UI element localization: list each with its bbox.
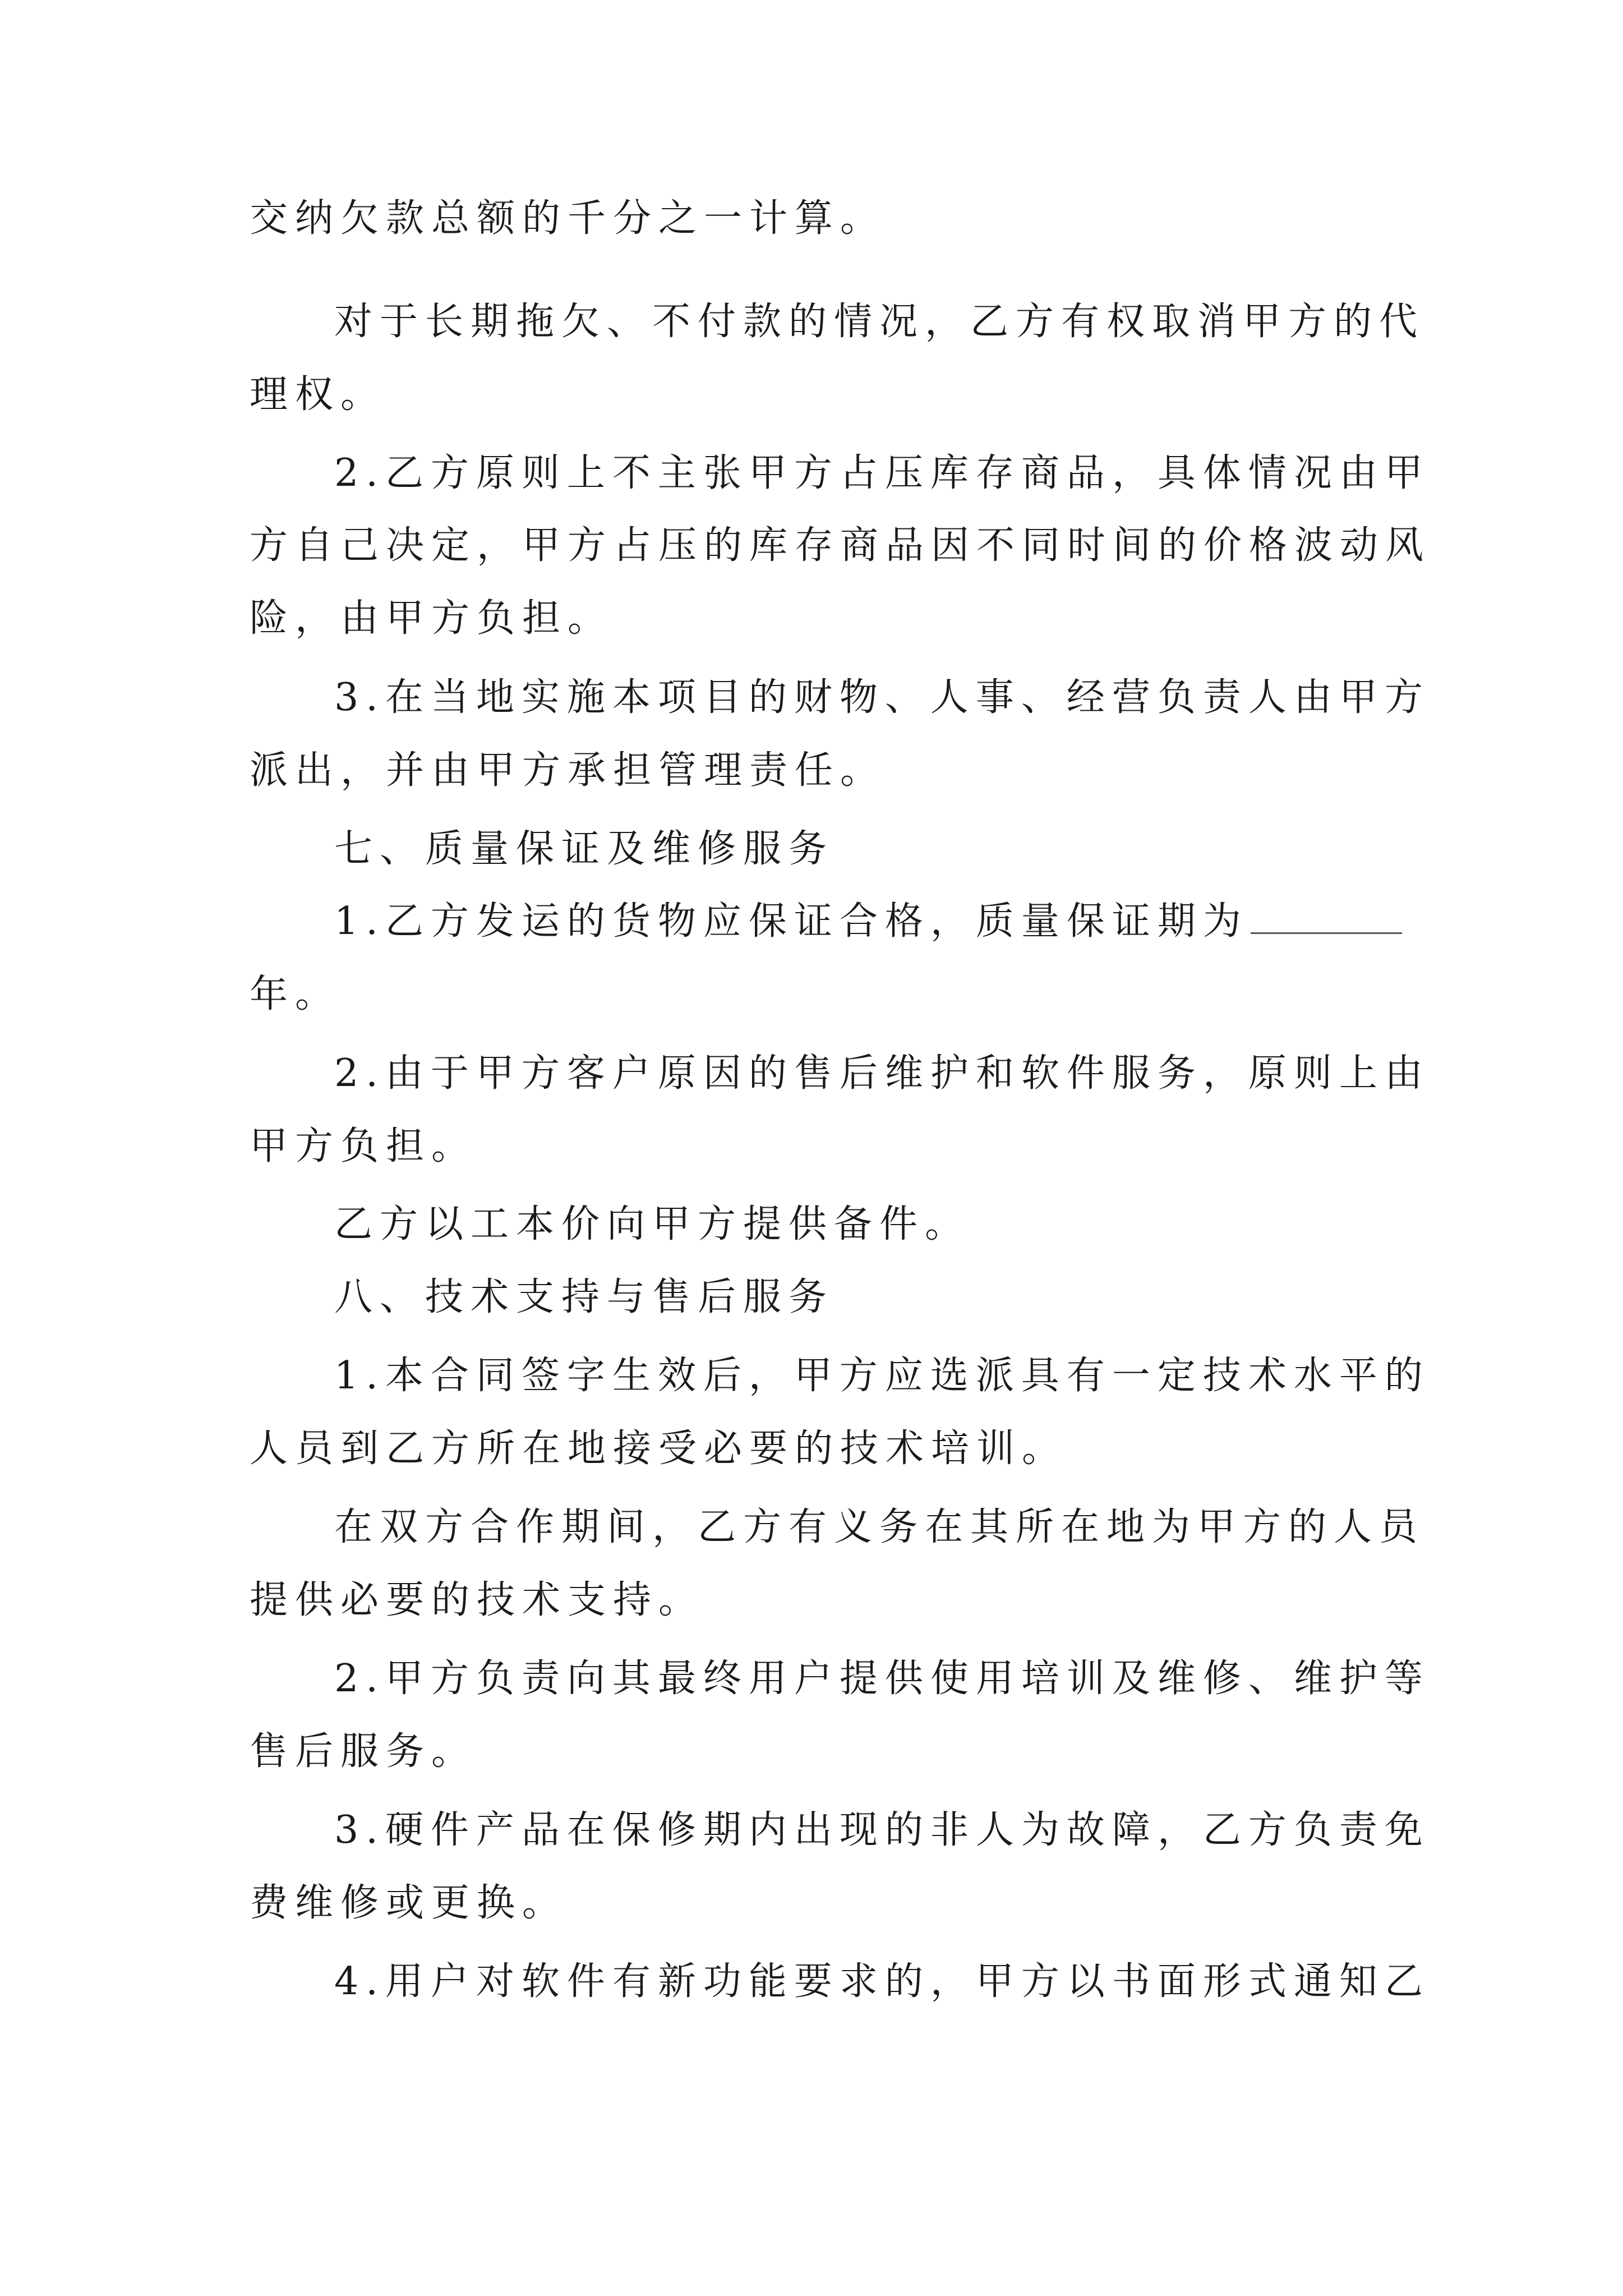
text-line: 在双方合作期间，乙方有义务在其所在地为甲方的人员	[334, 1505, 1425, 1549]
section-heading: 八、技术支持与售后服务	[334, 1275, 834, 1319]
text-line: 费维修或更换。	[250, 1881, 568, 1925]
text-line: 1.本合同签字生效后，甲方应选派具有一定技术水平的	[334, 1354, 1430, 1398]
text-line: 年。	[250, 972, 341, 1016]
text-line: 派出，并由甲方承担管理责任。	[250, 748, 886, 793]
text-line: 对于长期拖欠、不付款的情况，乙方有权取消甲方的代	[334, 300, 1425, 344]
text-line: 甲方负担。	[250, 1124, 477, 1168]
text-line: 2.乙方原则上不主张甲方占压库存商品，具体情况由甲	[334, 451, 1430, 495]
text-line: 理权。	[250, 372, 386, 417]
text-line: 2.甲方负责向其最终用户提供使用培训及维修、维护等	[334, 1657, 1430, 1701]
text-line: 2.由于甲方客户原因的售后维护和软件服务，原则上由	[334, 1051, 1430, 1096]
text-line: 3.在当地实施本项目的财物、人事、经营负责人由甲方	[334, 675, 1430, 720]
section-heading: 七、质量保证及维修服务	[334, 827, 834, 871]
text-line-content: 1.乙方发运的货物应保证合格，质量保证期为	[334, 899, 1248, 944]
text-line: 乙方以工本价向甲方提供备件。	[334, 1202, 971, 1246]
text-line: 4.用户对软件有新功能要求的，甲方以书面形式通知乙	[334, 1959, 1430, 2004]
text-line: 交纳欠款总额的千分之一计算。	[250, 196, 886, 241]
text-line: 人员到乙方所在地接受必要的技术培训。	[250, 1427, 1068, 1471]
text-line: 3.硬件产品在保修期内出现的非人为故障，乙方负责免	[334, 1808, 1430, 1852]
text-line: 售后服务。	[250, 1729, 477, 1774]
text-line: 提供必要的技术支持。	[250, 1578, 704, 1622]
text-line: 险，由甲方负担。	[250, 596, 614, 641]
text-line	[334, 895, 1402, 949]
warranty-period-blank	[1251, 899, 1402, 934]
text-line: 方自己决定，甲方占压的库存商品因不同时间的价格波动风	[250, 523, 1431, 568]
